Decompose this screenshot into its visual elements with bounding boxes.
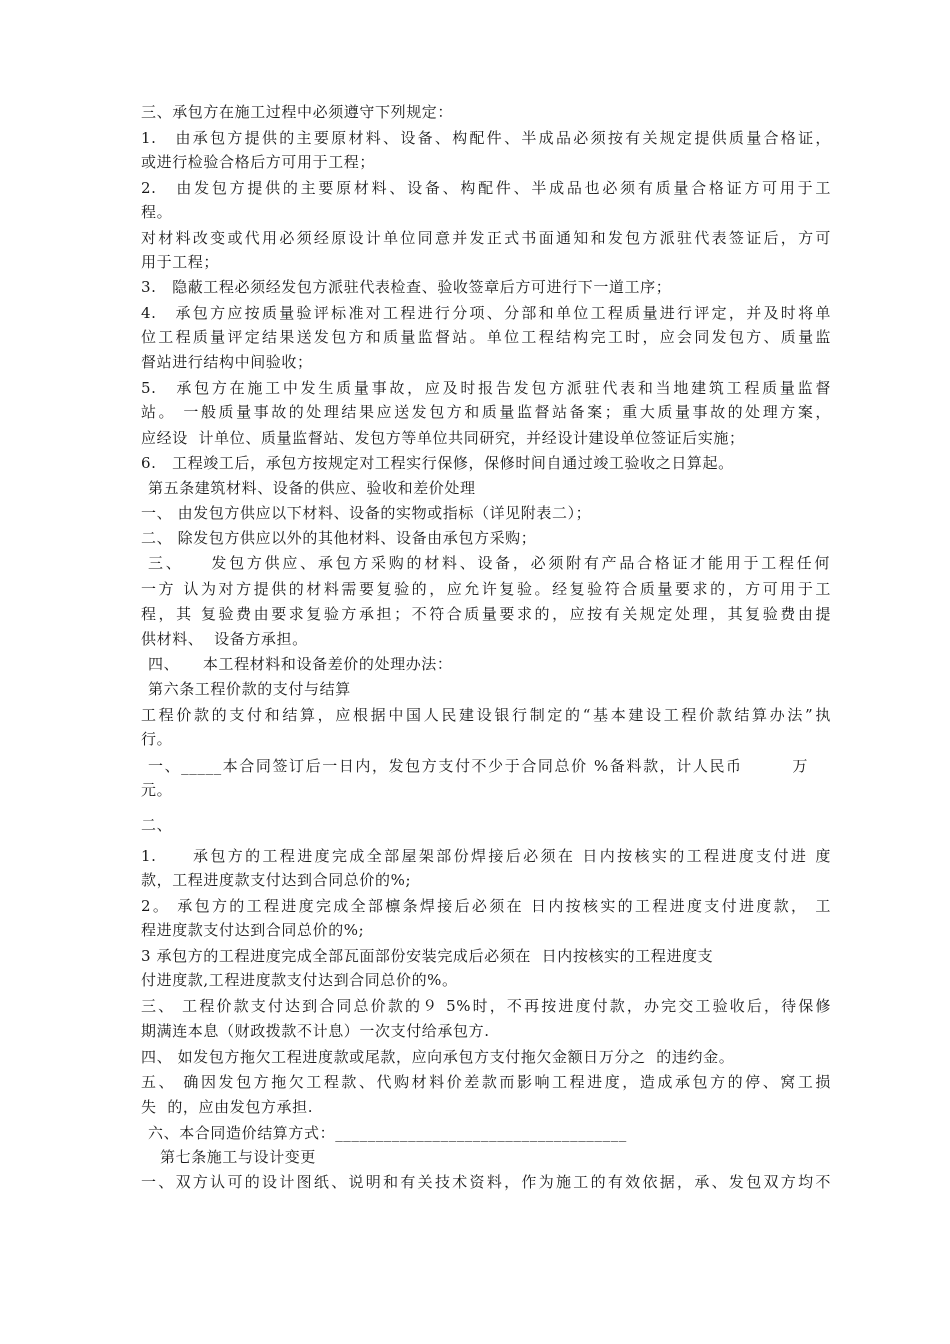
- text-line: 程。: [141, 203, 173, 221]
- text-line: 3. 隐蔽工程必须经发包方派驻代表检查、验收签章后方可进行下一道工序；: [141, 278, 672, 296]
- text-line: 用于工程；: [141, 253, 220, 271]
- text-line: 2。 承包方的工程进度完成全部檩条焊接后必须在 日内按核实的工程进度支付进度款， 工: [141, 897, 831, 915]
- section-heading: 第五条建筑材料、设备的供应、验收和差价处理: [148, 479, 476, 497]
- text-line: 2. 由发包方提供的主要原材料、设备、构配件、半成品也必须有质量合格证方可用于工: [141, 179, 831, 197]
- text-line: 四、 如发包方拖欠工程进度款或尾款，应向承包方支付拖欠金额日万分之 的违约金。: [141, 1048, 735, 1066]
- text-line: 二、: [141, 816, 173, 834]
- section-heading: 第六条工程价款的支付与结算: [148, 680, 351, 698]
- text-line: 位工程质量评定结果送发包方和质量监督站。单位工程结构完工时，应会同发包方、质量监: [141, 328, 831, 346]
- text-line: 程进度款支付达到合同总价的%;: [141, 921, 365, 939]
- text-line: 4. 承包方应按质量验评标准对工程进行分项、分部和单位工程质量进行评定，并及时将单: [141, 304, 831, 322]
- text-line: 对材料改变或代用必须经原设计单位同意并发正式书面通知和发包方派驻代表签证后，方可: [141, 229, 831, 247]
- text-line: 三、承包方在施工过程中必须遵守下列规定：: [141, 103, 454, 121]
- text-line: 工程价款的支付和结算，应根据中国人民建设银行制定的“基本建设工程价款结算办法”执: [141, 706, 831, 724]
- text-line: 一、_____本合同签订后一日内，发包方支付不少于合同总价 %备料款，计人民币 万: [148, 757, 808, 775]
- text-line: 期满连本息（财政拨款不计息）一次支付给承包方.: [141, 1022, 490, 1040]
- text-line: 督站进行结构中间验收；: [141, 353, 313, 371]
- text-line: 1. 承包方的工程进度完成全部屋架部份焊接后必须在 日内按核实的工程进度支付进 度: [141, 847, 831, 865]
- text-line: 供材料、 设备方承担。: [141, 630, 308, 648]
- text-line: 款，工程进度款支付达到合同总价的%;: [141, 871, 412, 889]
- text-line: 程，其 复验费由要求复验方承担；不符合质量要求的，应按有关规定处理，其复验费由提: [141, 605, 831, 623]
- text-line: 二、 除发包方供应以外的其他材料、设备由承包方采购；: [141, 529, 537, 547]
- text-line: 行。: [141, 730, 173, 748]
- text-line: 一方 认为对方提供的材料需要复验的，应允许复验。经复验符合质量要求的，方可用于工: [141, 580, 831, 598]
- text-line: 3 承包方的工程进度完成全部瓦面部份安装完成后必须在 日内按核实的工程进度支: [141, 947, 714, 965]
- text-line: 六、本合同造价结算方式：____________________________________: [148, 1124, 627, 1142]
- text-line: 失 的，应由发包方承担.: [141, 1098, 314, 1116]
- text-line: 站。 一般质量事故的处理结果应送发包方和质量监督站备案；重大质量事故的处理方案，: [141, 403, 831, 421]
- text-line: 应经设 计单位、质量监督站、发包方等单位共同研究，并经设计建设单位签证后实施；: [141, 429, 745, 447]
- text-line: 付进度款,工程进度款支付达到合同总价的%。: [141, 971, 458, 989]
- text-line: 三、 工程价款支付达到合同总价款的９ 5%时，不再按进度付款，办完交工验收后，待保修: [141, 997, 831, 1015]
- text-line: 5. 承包方在施工中发生质量事故，应及时报告发包方派驻代表和当地建筑工程质量监督: [141, 379, 831, 397]
- text-line: 元。: [141, 781, 173, 799]
- text-line: 四、 本工程材料和设备差价的处理办法：: [148, 655, 453, 673]
- text-line: 三、 发包方供应、承包方采购的材料、设备，必须附有产品合格证才能用于工程任何: [148, 554, 830, 572]
- text-line: 6. 工程竣工后，承包方按规定对工程实行保修，保修时间自通过竣工验收之日算起。: [141, 454, 734, 472]
- text-line: 五、 确因发包方拖欠工程款、代购材料价差款而影响工程进度，造成承包方的停、窝工损: [141, 1073, 831, 1091]
- text-line: 一、双方认可的设计图纸、说明和有关技术资料，作为施工的有效依据，承、发包双方均不: [141, 1173, 831, 1191]
- text-line: 或进行检验合格后方可用于工程；: [141, 153, 376, 171]
- text-line: 一、 由发包方供应以下材料、设备的实物或指标（详见附表二）；: [141, 504, 592, 522]
- text-line: 1. 由承包方提供的主要原材料、设备、构配件、半成品必须按有关规定提供质量合格证，: [141, 129, 831, 147]
- section-heading: 第七条施工与设计变更: [160, 1148, 317, 1166]
